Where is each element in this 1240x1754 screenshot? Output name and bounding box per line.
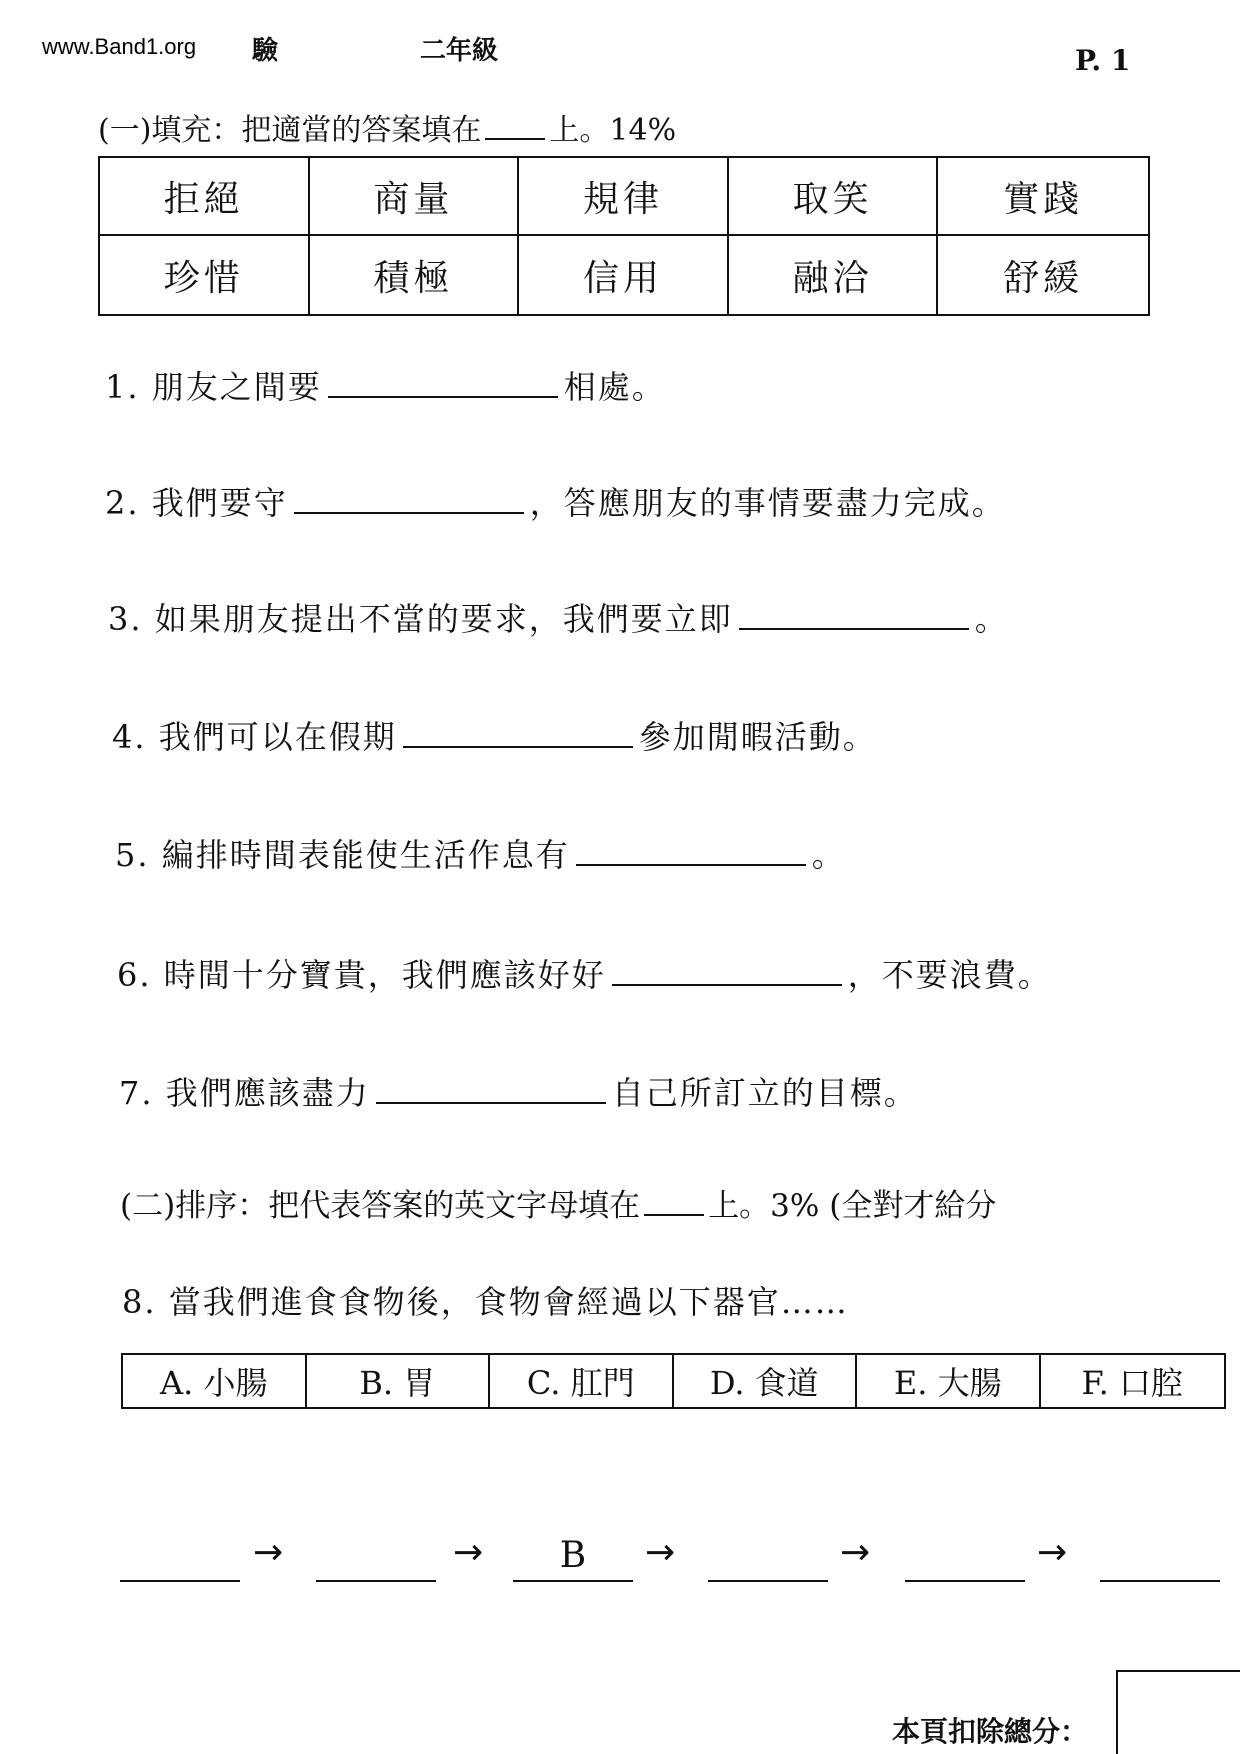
word-bank-table [98,156,1150,316]
question-4 [112,712,877,758]
arrow-icon: → [840,1532,871,1573]
score-box[interactable] [1116,1670,1240,1754]
score-label: 本頁扣除總分： [892,1715,1089,1748]
question-8: 8. 當我們進食食物後，食物會經過以下器官…… [122,1283,849,1321]
answer-blank[interactable] [294,486,524,514]
question-5 [115,830,846,876]
arrow-icon: → [453,1532,484,1573]
organ-table [121,1353,1226,1409]
answer-blank[interactable] [739,602,969,630]
question-text-end: ，答應朋友的事情要盡力完成。 [529,484,1006,522]
sequence-slot[interactable] [120,1538,240,1582]
word-cell: 信用 [519,236,729,314]
section1-title-text: (一)填充：把適當的答案填在 [98,113,482,148]
sequence-slot[interactable]: B [513,1538,633,1582]
answer-blank[interactable] [612,958,842,986]
organ-cell: E. 大腸 [857,1355,1041,1407]
question-text-end: 參加閒暇活動。 [638,718,877,756]
word-cell: 積極 [310,236,520,314]
section1-title-suffix: 上。14% [549,113,677,148]
question-text: 1. 朋友之間要 [105,368,322,406]
word-cell: 取笑 [729,158,939,236]
question-text: 2. 我們要守 [105,484,288,522]
answer-blank[interactable] [376,1076,606,1104]
question-text: 7. 我們應該盡力 [119,1074,370,1112]
word-cell: 融洽 [729,236,939,314]
subject-label: 驗 [252,36,279,66]
arrow-icon: → [253,1532,284,1573]
question-7 [119,1068,918,1114]
question-text: 5. 編排時間表能使生活作息有 [115,836,570,874]
question-3 [108,594,1009,640]
word-cell: 拒絕 [100,158,310,236]
arrow-icon: → [1037,1532,1068,1573]
question-text: 6. 時間十分寶貴，我們應該好好 [117,956,606,994]
organ-cell: F. 口腔 [1081,1364,1184,1402]
answer-blank[interactable] [576,838,806,866]
sequence-slot[interactable] [1100,1538,1220,1582]
section1-title [98,105,676,149]
section2-title-suffix: 上。3% (全對才給分 [708,1188,997,1224]
question-text-end: 相處。 [563,368,666,406]
page-number: P. 1 [1075,44,1131,77]
question-1 [105,362,666,408]
sequence-slot[interactable] [905,1538,1025,1582]
organ-cell: D. 食道 [674,1355,858,1407]
word-cell: 舒緩 [1003,257,1084,299]
word-cell: 實踐 [938,158,1148,236]
question-text-end: 自己所訂立的目標。 [611,1074,918,1112]
answer-blank[interactable] [328,370,558,398]
question-2 [105,478,1006,524]
organ-cell: B. 胃 [307,1355,491,1407]
word-cell: 商量 [310,158,520,236]
question-text: 3. 如果朋友提出不當的要求，我們要立即 [108,600,733,638]
question-text: 4. 我們可以在假期 [112,718,397,756]
watermark: www.Band1.org [42,34,197,59]
sequence-slot[interactable] [708,1538,828,1582]
word-cell: 規律 [519,158,729,236]
title-blank [485,116,545,140]
arrow-icon: → [645,1532,676,1573]
section2-title-text: (二)排序：把代表答案的英文字母填在 [120,1188,641,1224]
answer-blank[interactable] [403,720,633,748]
grade-label: 二年級 [420,36,499,66]
question-text-end: ，不要浪費。 [847,956,1052,994]
question-text-end: 。 [811,836,846,874]
sequence-slot[interactable] [316,1538,436,1582]
organ-cell: A. 小腸 [123,1355,307,1407]
organ-cell: C. 肛門 [490,1355,674,1407]
word-cell: 珍惜 [100,236,310,314]
question-text-end: 。 [974,600,1009,638]
section2-title [120,1180,996,1225]
title-blank [644,1192,704,1216]
question-6 [117,950,1052,996]
